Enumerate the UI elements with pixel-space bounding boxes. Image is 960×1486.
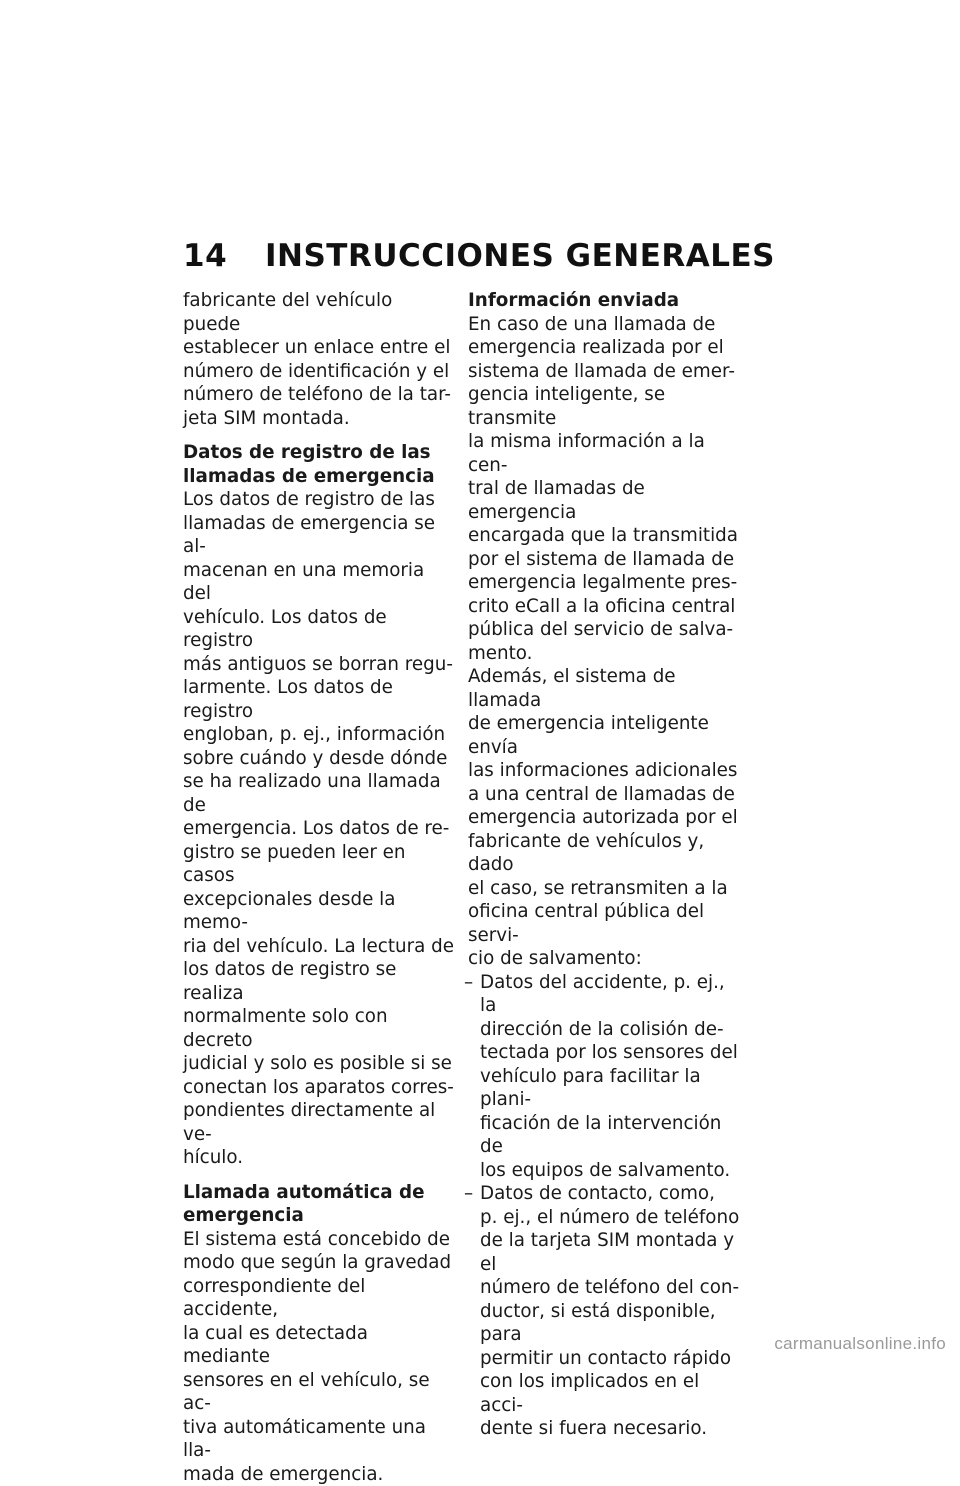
right-column — [468, 289, 740, 1441]
list-item — [468, 1182, 740, 1441]
spacer — [183, 430, 455, 441]
intro-paragraph: fabricante del vehículo puede establecer un enlace entre el número de identificación y el número de teléfono de la tar- jeta SIM montada. — [183, 289, 455, 430]
info-list — [468, 971, 740, 1441]
page-number: 14 — [183, 238, 265, 274]
watermark: carmanualsonline.info — [774, 1334, 946, 1354]
section-body-registro: Los datos de registro de las llamadas de emergencia se al- macenan en una memoria del vehículo. Los datos de registro más antiguos se borran regu- larmente. Los datos de registro engloban, p. ej., información sobre cuándo y desde dónde se ha realizado una llamada de emergencia. Los datos de re- gistro se pueden leer en casos excepcionales desde la memo- ria del vehículo. La lectura de los datos de registro se realiza normalmente solo con decreto judicial y solo es posible si se conectan los aparatos corres- pondientes directamente al ve- hículo. — [183, 488, 455, 1170]
section-body-llamada-automatica: El sistema está concebido de modo que según la gravedad correspondiente del accidente, la cual es detectada mediante sensores en el vehículo, se ac- tiva automáticamente una lla- mada de emergencia. — [183, 1228, 455, 1486]
dash-bullet: – — [464, 1182, 473, 1206]
list-item — [468, 971, 740, 1183]
dash-bullet: – — [464, 971, 473, 995]
list-item-text: Datos de contacto, como, p. ej., el número de teléfono de la tarjeta SIM montada y el número de teléfono del con- ductor, si está disponible, para permitir un contacto rápido con los implicados en el acci- dente si fuera necesario. — [480, 1183, 739, 1439]
section-heading-informacion-enviada: Información enviada — [468, 289, 740, 313]
section-heading-llamada-automatica: Llamada automática de emergencia — [183, 1181, 455, 1228]
page-header — [183, 238, 775, 274]
section-heading-registro: Datos de registro de las llamadas de emergencia — [183, 441, 455, 488]
section-body-informacion-2: Además, el sistema de llamada de emergencia inteligente envía las informaciones adicionales a una central de llamadas de emergencia autorizada por el fabricante de vehículos y, dado el caso, se retransmiten a la oficina central pública del servi- cio de salvamento: — [468, 665, 740, 971]
spacer — [183, 1170, 455, 1181]
list-item-text: Datos del accidente, p. ej., la dirección de la colisión de- tectada por los sensores del vehículo para facilitar la plani- ficación de la intervención de los equipos de salvamento. — [480, 972, 738, 1181]
section-body-informacion-1: En caso de una llamada de emergencia realizada por el sistema de llamada de emer- gencia inteligente, se transmite la misma información a la cen- tral de llamadas de emergencia encargada que la transmitida por el sistema de llamada de emergencia legalmente pres- crito eCall a la oficina central pública del servicio de salva- mento. — [468, 313, 740, 666]
chapter-title: INSTRUCCIONES GENERALES — [265, 238, 775, 274]
left-column — [183, 289, 455, 1486]
